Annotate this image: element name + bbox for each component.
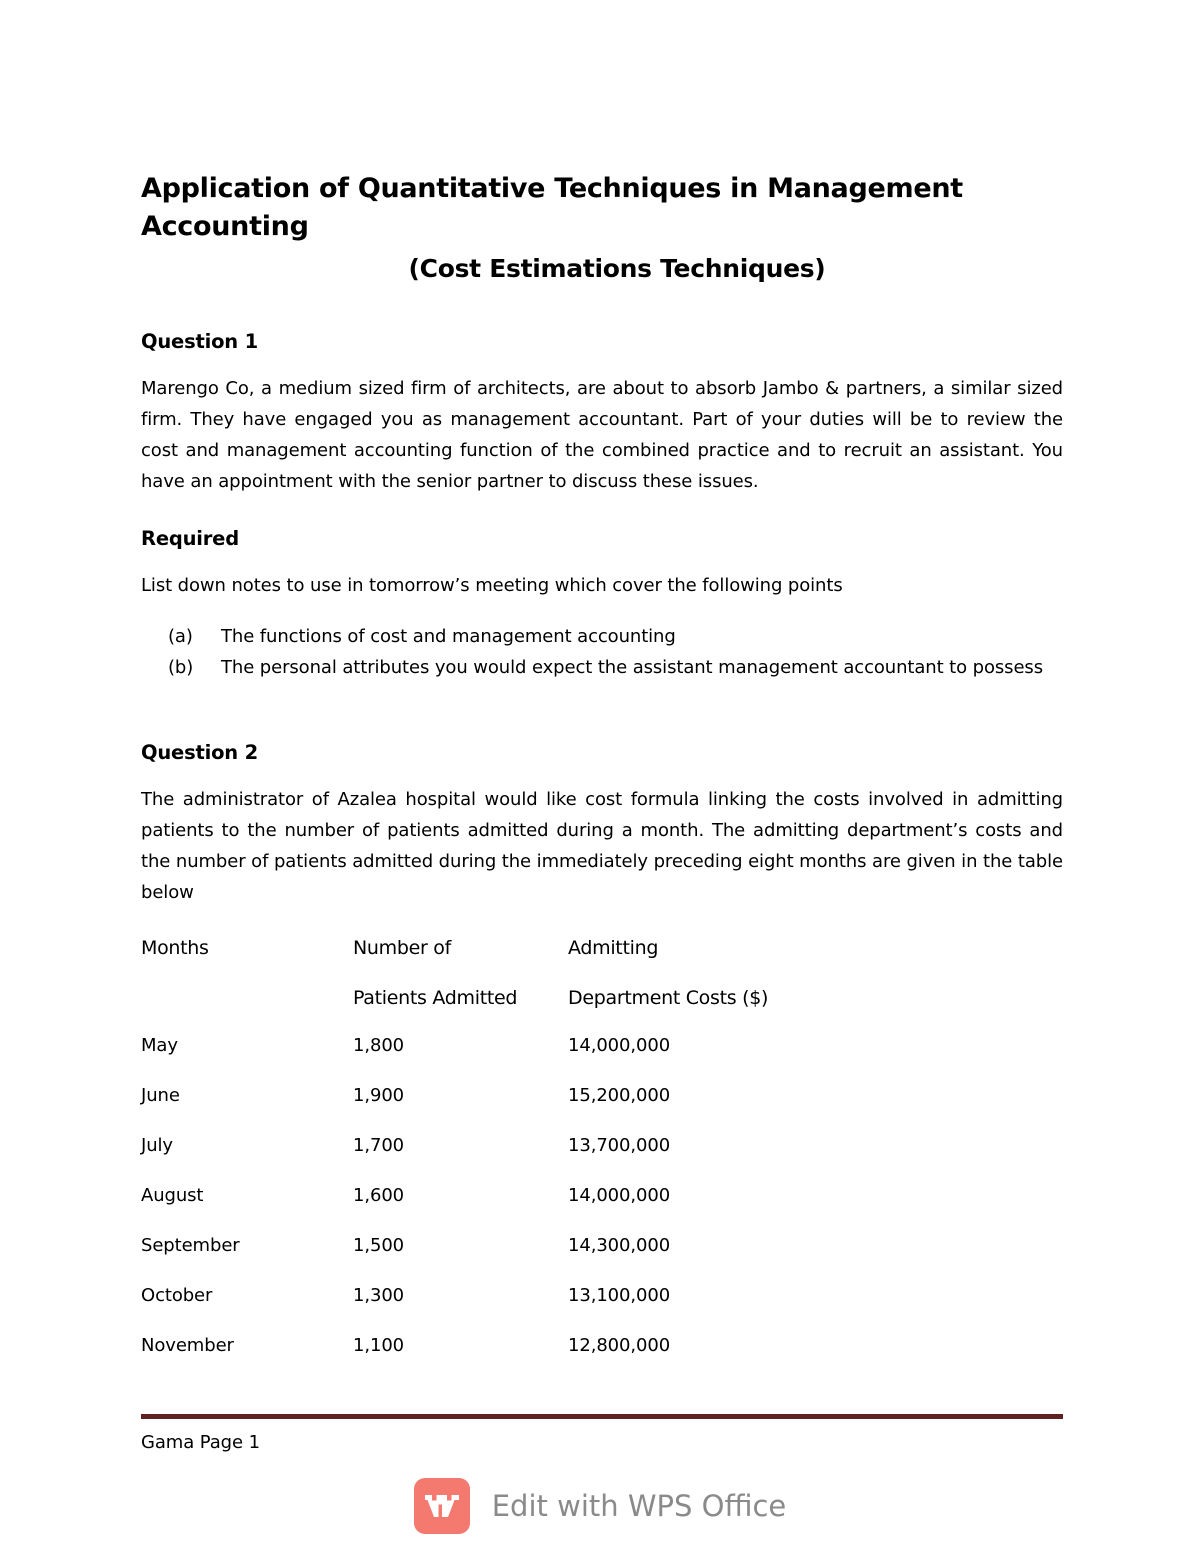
table-row bbox=[141, 1034, 1063, 1084]
spacer bbox=[141, 353, 1063, 373]
cell-patients: 1,700 bbox=[353, 1135, 405, 1156]
spacer bbox=[141, 683, 1063, 741]
page-title-line-1: Application of Quantitative Techniques in Management bbox=[141, 173, 963, 204]
column-header-months: Months bbox=[141, 937, 209, 959]
cell-patients: 1,100 bbox=[353, 1335, 405, 1356]
spacer bbox=[141, 908, 1063, 936]
wps-w-icon bbox=[414, 1478, 470, 1534]
question-2-body: The administrator of Azalea hospital would like cost formula linking the costs involved in admitting patients to the number of patients admitted during a month. The admitting department’s costs and the number of patients admitted during the immediately preceding eight months are given in the table below bbox=[141, 789, 1063, 903]
spacer bbox=[141, 550, 1063, 570]
table-header-row-1 bbox=[141, 936, 1063, 986]
page-subtitle: (Cost Estimations Techniques) bbox=[408, 254, 826, 283]
table-row bbox=[141, 1084, 1063, 1134]
footer-page-label: Gama Page 1 bbox=[141, 1432, 260, 1453]
spacer bbox=[141, 764, 1063, 784]
cell-cost: 14,000,000 bbox=[568, 1185, 671, 1206]
spacer bbox=[141, 286, 1063, 330]
list-item bbox=[141, 621, 1063, 652]
cell-cost: 14,300,000 bbox=[568, 1235, 671, 1256]
document-content bbox=[141, 170, 1063, 1384]
list-item bbox=[141, 652, 1063, 683]
table-body bbox=[141, 1034, 1063, 1384]
footer-divider bbox=[141, 1414, 1063, 1419]
cell-month: July bbox=[141, 1135, 173, 1156]
list-item-label: The functions of cost and management accounting bbox=[221, 626, 676, 647]
cell-month: September bbox=[141, 1235, 240, 1256]
column-header-cost-line-2: Department Costs ($) bbox=[568, 987, 769, 1009]
cell-month: June bbox=[141, 1085, 180, 1106]
hospital-cost-table bbox=[141, 936, 1063, 1384]
cell-cost: 12,800,000 bbox=[568, 1335, 671, 1356]
cell-cost: 14,000,000 bbox=[568, 1035, 671, 1056]
cell-month: May bbox=[141, 1035, 178, 1056]
list-item-label: The personal attributes you would expect the assistant management accountant to possess bbox=[221, 657, 1043, 678]
table-row bbox=[141, 1334, 1063, 1384]
wps-office-label: Edit with WPS Office bbox=[491, 1489, 787, 1523]
table-row bbox=[141, 1234, 1063, 1284]
table-header bbox=[141, 936, 1063, 1034]
table-row bbox=[141, 1284, 1063, 1334]
cell-patients: 1,900 bbox=[353, 1085, 405, 1106]
column-header-patients-line-2: Patients Admitted bbox=[353, 987, 518, 1009]
column-header-months-line-2 bbox=[141, 986, 353, 1034]
cell-cost: 13,700,000 bbox=[568, 1135, 671, 1156]
list-item-marker: (b) bbox=[168, 657, 194, 678]
cell-cost: 13,100,000 bbox=[568, 1285, 671, 1306]
required-intro: List down notes to use in tomorrow’s meeting which cover the following points bbox=[141, 575, 843, 596]
cell-patients: 1,800 bbox=[353, 1035, 405, 1056]
cell-patients: 1,300 bbox=[353, 1285, 405, 1306]
column-header-patients-line-1: Number of bbox=[353, 937, 451, 959]
cell-patients: 1,600 bbox=[353, 1185, 405, 1206]
cell-cost: 15,200,000 bbox=[568, 1085, 671, 1106]
page-title bbox=[141, 170, 1063, 246]
required-heading: Required bbox=[141, 527, 239, 550]
table-header-row-2 bbox=[141, 986, 1063, 1034]
spacer bbox=[141, 601, 1063, 621]
spacer bbox=[141, 497, 1063, 527]
page-title-line-2: Accounting bbox=[141, 211, 309, 242]
question-1-body: Marengo Co, a medium sized firm of architects, are about to absorb Jambo & partners, a similar sized firm. They have engaged you as management accountant. Part of your duties will be to review the cost and management accounting function of the combined practice and to recruit an assistant. You have an appointment with the senior partner to discuss these issues. bbox=[141, 378, 1063, 492]
required-list bbox=[141, 621, 1063, 683]
cell-patients: 1,500 bbox=[353, 1235, 405, 1256]
column-header-cost-line-1: Admitting bbox=[568, 937, 659, 959]
wps-office-watermark[interactable] bbox=[0, 1478, 1200, 1534]
list-item-marker: (a) bbox=[168, 626, 193, 647]
question-2-heading: Question 2 bbox=[141, 741, 258, 764]
table-row bbox=[141, 1184, 1063, 1234]
cell-month: November bbox=[141, 1335, 234, 1356]
cell-month: October bbox=[141, 1285, 213, 1306]
cell-month: August bbox=[141, 1185, 204, 1206]
question-1-heading: Question 1 bbox=[141, 330, 258, 353]
table-row bbox=[141, 1134, 1063, 1184]
